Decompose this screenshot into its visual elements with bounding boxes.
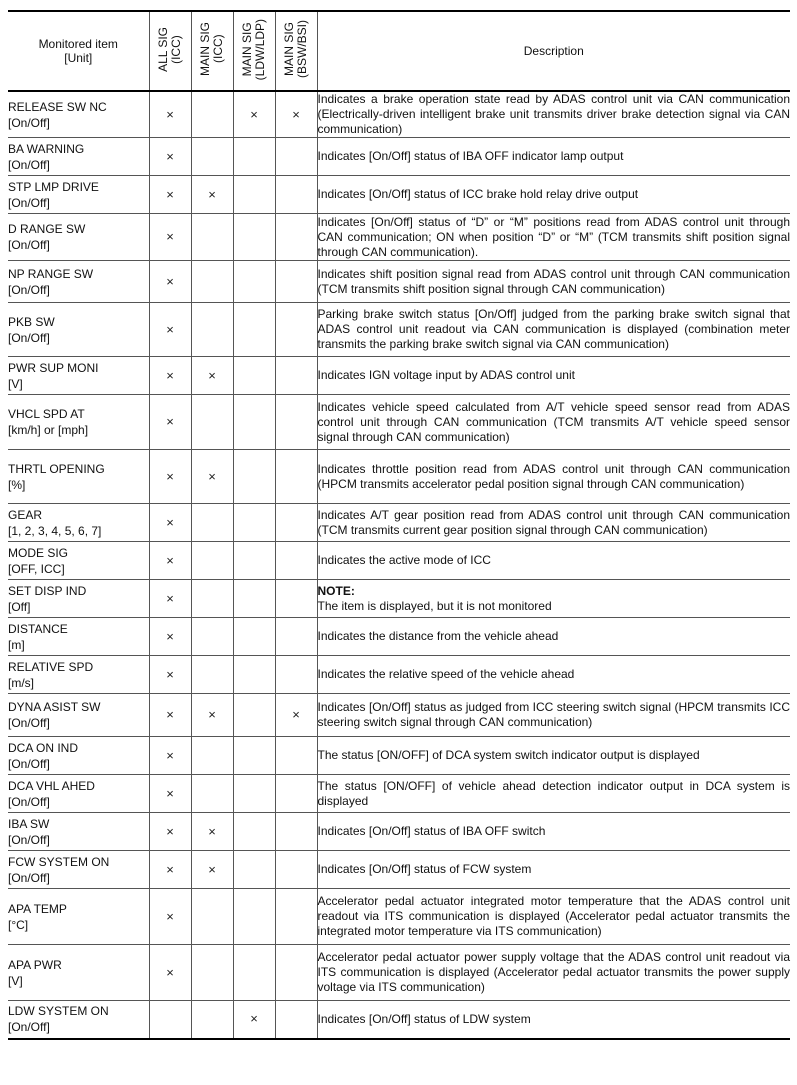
item-unit: [On/Off] xyxy=(8,716,50,730)
item-name: APA PWR xyxy=(8,957,62,972)
signal-mark-cell xyxy=(191,775,233,813)
signal-mark-cell: × xyxy=(191,450,233,504)
signal-mark-cell xyxy=(275,945,317,1001)
signal-mark-cell xyxy=(233,303,275,357)
signal-mark-cell xyxy=(275,889,317,945)
signal-mark-cell xyxy=(275,176,317,214)
description-cell xyxy=(317,889,790,945)
monitored-item-cell xyxy=(8,889,149,945)
signal-mark-cell xyxy=(275,775,317,813)
item-name: DYNA ASIST SW xyxy=(8,700,101,714)
header-item-line2: [Unit] xyxy=(64,51,93,65)
description-cell xyxy=(317,138,790,176)
header-sig-line2: (BSW/BSI) xyxy=(295,20,309,79)
item-name: THRTL OPENING xyxy=(8,461,105,476)
signal-mark-cell xyxy=(233,813,275,851)
table-header-row xyxy=(8,11,790,91)
item-unit: [On/Off] xyxy=(8,282,50,297)
description-cell xyxy=(317,813,790,851)
signal-mark-cell xyxy=(275,214,317,261)
signal-mark-cell xyxy=(275,851,317,889)
signal-mark-cell xyxy=(233,618,275,656)
header-sig-line1: MAIN SIG xyxy=(282,22,296,77)
description-cell xyxy=(317,303,790,357)
header-item-line1: Monitored item xyxy=(38,37,118,51)
signal-mark-cell xyxy=(233,214,275,261)
item-unit: [°C] xyxy=(8,917,29,932)
description-cell xyxy=(317,694,790,737)
description-cell xyxy=(317,851,790,889)
table-row xyxy=(8,737,790,775)
item-name: NP RANGE SW xyxy=(8,266,94,281)
item-name: STP LMP DRIVE xyxy=(8,179,99,194)
signal-mark-cell: × xyxy=(149,542,191,580)
table-row xyxy=(8,395,790,450)
description-text: Indicates throttle position read from ADAS control unit through CAN communication (HPCM transmits accelerator pedal position signal through CAN communication) xyxy=(317,461,790,491)
monitored-item-cell xyxy=(8,395,149,450)
monitored-item-cell xyxy=(8,138,149,176)
item-unit: [On/Off] xyxy=(8,756,50,771)
item-unit: [On/Off] xyxy=(8,832,50,847)
signal-mark-cell xyxy=(275,450,317,504)
signal-mark-cell: × xyxy=(149,138,191,176)
table-row xyxy=(8,945,790,1001)
description-cell xyxy=(317,580,790,618)
signal-mark-cell xyxy=(191,1001,233,1039)
header-main-sig-ldw-ldp xyxy=(233,11,275,91)
header-monitored-item xyxy=(8,11,149,91)
description-cell xyxy=(317,357,790,395)
item-unit: [On/Off] xyxy=(8,157,50,172)
signal-mark-cell: × xyxy=(275,694,317,737)
signal-mark-cell: × xyxy=(191,851,233,889)
item-unit: [On/Off] xyxy=(8,115,50,130)
signal-mark-cell: × xyxy=(233,1001,275,1039)
description-text: Indicates vehicle speed calculated from A/T vehicle speed sensor read from ADAS control unit through CAN communication (TCM transmits A/T vehicle speed sensor signal through CAN communication) xyxy=(317,399,790,444)
table-row xyxy=(8,303,790,357)
signal-mark-cell xyxy=(233,656,275,694)
table-row xyxy=(8,261,790,303)
signal-mark-cell xyxy=(191,542,233,580)
description-cell xyxy=(317,261,790,303)
signal-mark-cell xyxy=(149,1001,191,1039)
item-unit: [V] xyxy=(8,973,23,988)
description-text: Indicates shift position signal read from ADAS control unit through CAN communication (TCM transmits shift position signal through CAN communication) xyxy=(317,266,790,296)
item-name: IBA SW xyxy=(8,816,50,831)
item-name: RELEASE SW NC xyxy=(8,99,107,114)
monitored-item-cell xyxy=(8,504,149,542)
signal-mark-cell: × xyxy=(149,618,191,656)
signal-mark-cell xyxy=(233,357,275,395)
description-text: Indicates [On/Off] status of IBA OFF indicator lamp output xyxy=(317,149,624,163)
signal-mark-cell: × xyxy=(149,303,191,357)
signal-mark-cell: × xyxy=(149,889,191,945)
signal-mark-cell: × xyxy=(149,176,191,214)
description-text: Indicates A/T gear position read from ADAS control unit through CAN communication (TCM transmits current gear position signal through CAN communication) xyxy=(317,507,790,537)
description-cell xyxy=(317,737,790,775)
item-unit: [On/Off] xyxy=(8,238,50,252)
table-row xyxy=(8,694,790,737)
table-row xyxy=(8,618,790,656)
description-text: Indicates the active mode of ICC xyxy=(317,553,491,567)
description-cell xyxy=(317,450,790,504)
monitored-item-cell xyxy=(8,618,149,656)
signal-mark-cell: × xyxy=(149,945,191,1001)
description-cell xyxy=(317,656,790,694)
description-text: Indicates [On/Off] status as judged from ICC steering switch signal (HPCM transmits ICC steering switch signal through CAN communication) xyxy=(317,700,790,729)
signal-mark-cell: × xyxy=(149,504,191,542)
item-unit: [OFF, ICC] xyxy=(8,561,65,576)
header-description: Description xyxy=(317,11,790,91)
item-unit: [On/Off] xyxy=(8,1020,50,1035)
item-name: DCA ON IND xyxy=(8,740,79,755)
signal-mark-cell xyxy=(275,138,317,176)
signal-mark-cell xyxy=(191,737,233,775)
header-sig-line2: (ICC) xyxy=(211,35,225,64)
monitored-item-cell xyxy=(8,214,149,261)
header-main-sig-icc xyxy=(191,11,233,91)
description-text: The status [ON/OFF] of DCA system switch indicator output is displayed xyxy=(317,748,700,762)
table-row xyxy=(8,580,790,618)
header-all-sig-icc xyxy=(149,11,191,91)
signal-mark-cell: × xyxy=(149,775,191,813)
description-cell xyxy=(317,945,790,1001)
table-row xyxy=(8,889,790,945)
header-sig-line2: (ICC) xyxy=(169,35,183,64)
monitored-item-cell xyxy=(8,737,149,775)
description-cell xyxy=(317,395,790,450)
signal-mark-cell: × xyxy=(149,261,191,303)
signal-mark-cell xyxy=(233,542,275,580)
description-text: Indicates [On/Off] status of “D” or “M” positions read from ADAS control unit through CAN communication; ON when position “D” or “M” (TCM transmits shift position signal through CAN communication). xyxy=(317,214,790,259)
signal-mark-cell xyxy=(233,176,275,214)
monitored-item-cell xyxy=(8,775,149,813)
table-row xyxy=(8,656,790,694)
table-row xyxy=(8,504,790,542)
item-unit: [On/Off] xyxy=(8,195,50,210)
signal-mark-cell: × xyxy=(149,91,191,138)
monitored-item-cell xyxy=(8,450,149,504)
item-name: FCW SYSTEM ON xyxy=(8,854,110,869)
signal-mark-cell: × xyxy=(149,694,191,737)
table-row xyxy=(8,357,790,395)
item-unit: [V] xyxy=(8,376,23,391)
item-name: GEAR xyxy=(8,507,43,522)
item-unit: [Off] xyxy=(8,599,31,614)
item-name: DISTANCE xyxy=(8,621,68,636)
signal-mark-cell xyxy=(275,395,317,450)
signal-mark-cell xyxy=(275,261,317,303)
signal-mark-cell: × xyxy=(149,813,191,851)
signal-mark-cell xyxy=(233,504,275,542)
item-name: BA WARNING xyxy=(8,141,85,156)
signal-mark-cell: × xyxy=(233,91,275,138)
table-row xyxy=(8,851,790,889)
signal-mark-cell xyxy=(275,656,317,694)
signal-mark-cell xyxy=(275,618,317,656)
signal-mark-cell xyxy=(233,945,275,1001)
description-text: Accelerator pedal actuator integrated motor temperature that the ADAS control unit readout via ITS communication is displayed (Accelerator pedal actuator transmits the integrated motor temperature via ITS communication) xyxy=(317,894,790,938)
signal-mark-cell: × xyxy=(191,176,233,214)
item-unit: [m/s] xyxy=(8,675,34,690)
table-row xyxy=(8,1001,790,1039)
signal-mark-cell xyxy=(233,694,275,737)
signal-mark-cell xyxy=(191,91,233,138)
monitored-item-cell xyxy=(8,945,149,1001)
monitored-item-cell xyxy=(8,261,149,303)
signal-mark-cell: × xyxy=(149,450,191,504)
description-cell xyxy=(317,91,790,138)
description-cell xyxy=(317,775,790,813)
item-unit: [On/Off] xyxy=(8,330,50,345)
signal-mark-cell xyxy=(275,737,317,775)
item-name: PWR SUP MONI xyxy=(8,360,99,375)
monitored-item-cell xyxy=(8,694,149,737)
signal-mark-cell xyxy=(233,580,275,618)
item-unit: [1, 2, 3, 4, 5, 6, 7] xyxy=(8,523,102,538)
header-sig-line1: MAIN SIG xyxy=(240,22,254,77)
signal-mark-cell: × xyxy=(191,813,233,851)
signal-mark-cell xyxy=(191,889,233,945)
signal-mark-cell: × xyxy=(191,694,233,737)
signal-mark-cell xyxy=(233,395,275,450)
monitored-item-cell xyxy=(8,851,149,889)
signal-mark-cell xyxy=(191,504,233,542)
monitored-item-cell xyxy=(8,580,149,618)
description-text: Indicates a brake operation state read by ADAS control unit via CAN communication (Electrically-driven intelligent brake unit transmits driver brake detection signal via CAN communication) xyxy=(317,92,790,136)
item-unit: [On/Off] xyxy=(8,870,50,885)
signal-mark-cell xyxy=(275,542,317,580)
signal-mark-cell xyxy=(275,357,317,395)
description-cell xyxy=(317,618,790,656)
item-name: APA TEMP xyxy=(8,901,67,916)
table-row xyxy=(8,813,790,851)
signal-mark-cell xyxy=(275,1001,317,1039)
description-cell xyxy=(317,214,790,261)
signal-mark-cell xyxy=(233,851,275,889)
monitored-item-cell xyxy=(8,176,149,214)
table-row xyxy=(8,450,790,504)
item-unit: [On/Off] xyxy=(8,794,50,809)
item-name: SET DISP IND xyxy=(8,583,87,598)
signal-mark-cell xyxy=(191,261,233,303)
signal-mark-cell: × xyxy=(149,357,191,395)
item-name: LDW SYSTEM ON xyxy=(8,1004,109,1019)
table-row xyxy=(8,214,790,261)
item-unit: [m] xyxy=(8,637,25,652)
signal-mark-cell: × xyxy=(149,737,191,775)
signal-mark-cell xyxy=(191,618,233,656)
item-name: RELATIVE SPD xyxy=(8,659,94,674)
description-text: Indicates the relative speed of the vehicle ahead xyxy=(317,667,575,681)
description-text: Indicates IGN voltage input by ADAS control unit xyxy=(317,368,575,382)
signal-mark-cell xyxy=(233,450,275,504)
table-row xyxy=(8,176,790,214)
item-name: PKB SW xyxy=(8,314,55,329)
item-unit: [%] xyxy=(8,477,26,492)
description-text: The status [ON/OFF] of vehicle ahead detection indicator output in DCA system is displayed xyxy=(317,778,790,808)
signal-mark-cell xyxy=(275,580,317,618)
signal-mark-cell xyxy=(233,775,275,813)
header-sig-line2: (LDW/LDP) xyxy=(253,18,267,81)
signal-mark-cell xyxy=(191,303,233,357)
header-sig-line1: ALL SIG xyxy=(156,27,170,72)
description-text: Indicates the distance from the vehicle ahead xyxy=(317,629,559,643)
table-row xyxy=(8,775,790,813)
description-text: Indicates [On/Off] status of IBA OFF switch xyxy=(317,824,546,838)
description-cell xyxy=(317,542,790,580)
signal-mark-cell xyxy=(191,656,233,694)
table-row xyxy=(8,542,790,580)
item-unit: [km/h] or [mph] xyxy=(8,423,89,437)
signal-mark-cell xyxy=(233,737,275,775)
description-text: Parking brake switch status [On/Off] judged from the parking brake switch signal that ADAS control unit readout via CAN communication is displayed (combination meter transmits the parking brake switch signal via CAN communication) xyxy=(317,307,790,351)
monitored-item-cell xyxy=(8,357,149,395)
signal-mark-cell: × xyxy=(149,395,191,450)
signal-mark-cell xyxy=(233,261,275,303)
signal-mark-cell xyxy=(275,813,317,851)
signal-mark-cell: × xyxy=(149,656,191,694)
item-name: MODE SIG xyxy=(8,545,69,560)
signal-mark-cell xyxy=(233,138,275,176)
description-text: Indicates [On/Off] status of ICC brake hold relay drive output xyxy=(317,187,639,201)
signal-mark-cell xyxy=(275,504,317,542)
table-row xyxy=(8,138,790,176)
signal-mark-cell xyxy=(275,303,317,357)
signal-mark-cell: × xyxy=(191,357,233,395)
monitored-item-cell xyxy=(8,91,149,138)
monitored-item-cell xyxy=(8,656,149,694)
item-name: DCA VHL AHED xyxy=(8,778,95,793)
description-cell xyxy=(317,176,790,214)
monitored-item-cell xyxy=(8,303,149,357)
description-cell xyxy=(317,1001,790,1039)
table-row xyxy=(8,91,790,138)
monitored-item-table xyxy=(8,10,790,1040)
signal-mark-cell xyxy=(191,138,233,176)
monitored-item-cell xyxy=(8,1001,149,1039)
signal-mark-cell: × xyxy=(149,580,191,618)
item-name: VHCL SPD AT xyxy=(8,407,85,421)
signal-mark-cell xyxy=(191,214,233,261)
signal-mark-cell xyxy=(191,395,233,450)
signal-mark-cell: × xyxy=(149,214,191,261)
monitored-item-cell xyxy=(8,813,149,851)
description-text: Accelerator pedal actuator power supply voltage that the ADAS control unit readout via ITS communication is displayed (Accelerator pedal actuator transmits the power supply voltage via ITS communication) xyxy=(317,950,790,994)
header-main-sig-bsw-bsi xyxy=(275,11,317,91)
description-text: Indicates [On/Off] status of FCW system xyxy=(317,862,532,876)
note-label: NOTE: xyxy=(317,583,355,598)
monitored-item-cell xyxy=(8,542,149,580)
signal-mark-cell: × xyxy=(149,851,191,889)
header-sig-line1: MAIN SIG xyxy=(198,22,212,77)
signal-mark-cell xyxy=(233,889,275,945)
description-text: Indicates [On/Off] status of LDW system xyxy=(317,1011,531,1026)
description-cell xyxy=(317,504,790,542)
signal-mark-cell xyxy=(191,945,233,1001)
item-name: D RANGE SW xyxy=(8,222,86,236)
signal-mark-cell: × xyxy=(275,91,317,138)
signal-mark-cell xyxy=(191,580,233,618)
description-text: The item is displayed, but it is not monitored xyxy=(317,598,552,613)
